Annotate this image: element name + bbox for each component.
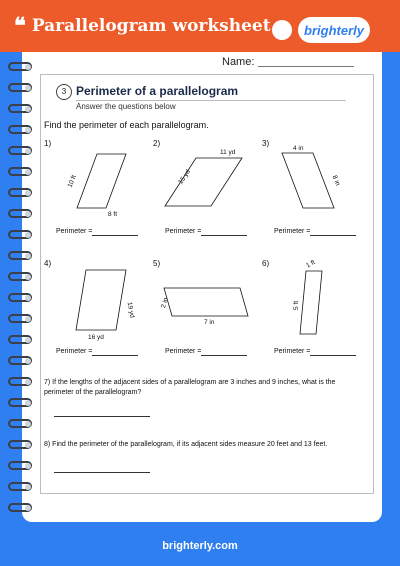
problem-6-number: 6) [262, 259, 270, 268]
problem-1-side-label: 10 ft [66, 174, 78, 189]
problem-3-number: 3) [262, 139, 270, 148]
problem-4-perimeter-label: Perimeter = [56, 348, 93, 355]
question-7: 7) If the lengths of the adjacent sides of a parallelogram are 3 inches and 9 inches, what is the perimeter of the parallelogram? [44, 379, 336, 396]
parallelogram-3 [282, 153, 334, 208]
brand-text: brighterly [304, 22, 364, 38]
problem-3-answer[interactable] [310, 235, 356, 236]
problem-5-answer[interactable] [201, 355, 247, 356]
instruction-text: Find the perimeter of each parallelogram. [44, 120, 209, 130]
section-number: 3 [56, 84, 72, 100]
problem-2-side-label: 15 yd [177, 168, 192, 186]
problem-3-side-label: 8 in [330, 174, 342, 187]
question-8-answer[interactable] [54, 472, 150, 473]
problem-1-answer[interactable] [92, 235, 138, 236]
question-8: 8) Find the perimeter of the parallelogram, if its adjacent sides measure 20 feet and 13 feet. [44, 441, 328, 448]
problem-4-side-label: 19 yd [125, 301, 136, 319]
problem-2-answer[interactable] [201, 235, 247, 236]
section-subtitle: Answer the questions below [76, 102, 176, 111]
problem-4-base-label: 16 yd [88, 334, 104, 341]
problem-1-base-label: 8 ft [108, 211, 118, 218]
problem-5-number: 5) [153, 259, 161, 268]
parallelogram-6 [300, 271, 322, 334]
quote-icon: ❝ [14, 13, 26, 39]
problem-2-number: 2) [153, 139, 161, 148]
question-7-answer[interactable] [54, 416, 150, 417]
problem-3-top-label: 4 in [293, 145, 304, 152]
problem-6-answer[interactable] [310, 355, 356, 356]
problem-1-perimeter-label: Perimeter = [56, 228, 93, 235]
problem-2-perimeter-label: Perimeter = [165, 228, 202, 235]
parallelogram-5 [164, 288, 248, 316]
footer-url[interactable]: brighterly.com [162, 540, 238, 552]
problem-5-base-label: 7 in [204, 319, 215, 326]
problem-6-perimeter-label: Perimeter = [274, 348, 311, 355]
problem-1-number: 1) [44, 139, 52, 148]
parallelogram-4 [76, 270, 126, 330]
problem-3-perimeter-label: Perimeter = [274, 228, 311, 235]
parallelogram-1 [77, 154, 126, 208]
title-text: Parallelogram worksheet [31, 16, 271, 36]
section-title: Perimeter of a parallelogram [76, 84, 239, 98]
problem-5-perimeter-label: Perimeter = [165, 348, 202, 355]
problem-6-side-label: 5 ft [293, 300, 300, 310]
problem-5-side-label: 2 in [160, 296, 170, 309]
problem-6-top-label: 1 ft [305, 258, 317, 270]
problem-4-number: 4) [44, 259, 52, 268]
name-label: Name: [222, 56, 255, 68]
problem-4-answer[interactable] [92, 355, 138, 356]
problem-2-top-label: 11 yd [220, 149, 236, 156]
